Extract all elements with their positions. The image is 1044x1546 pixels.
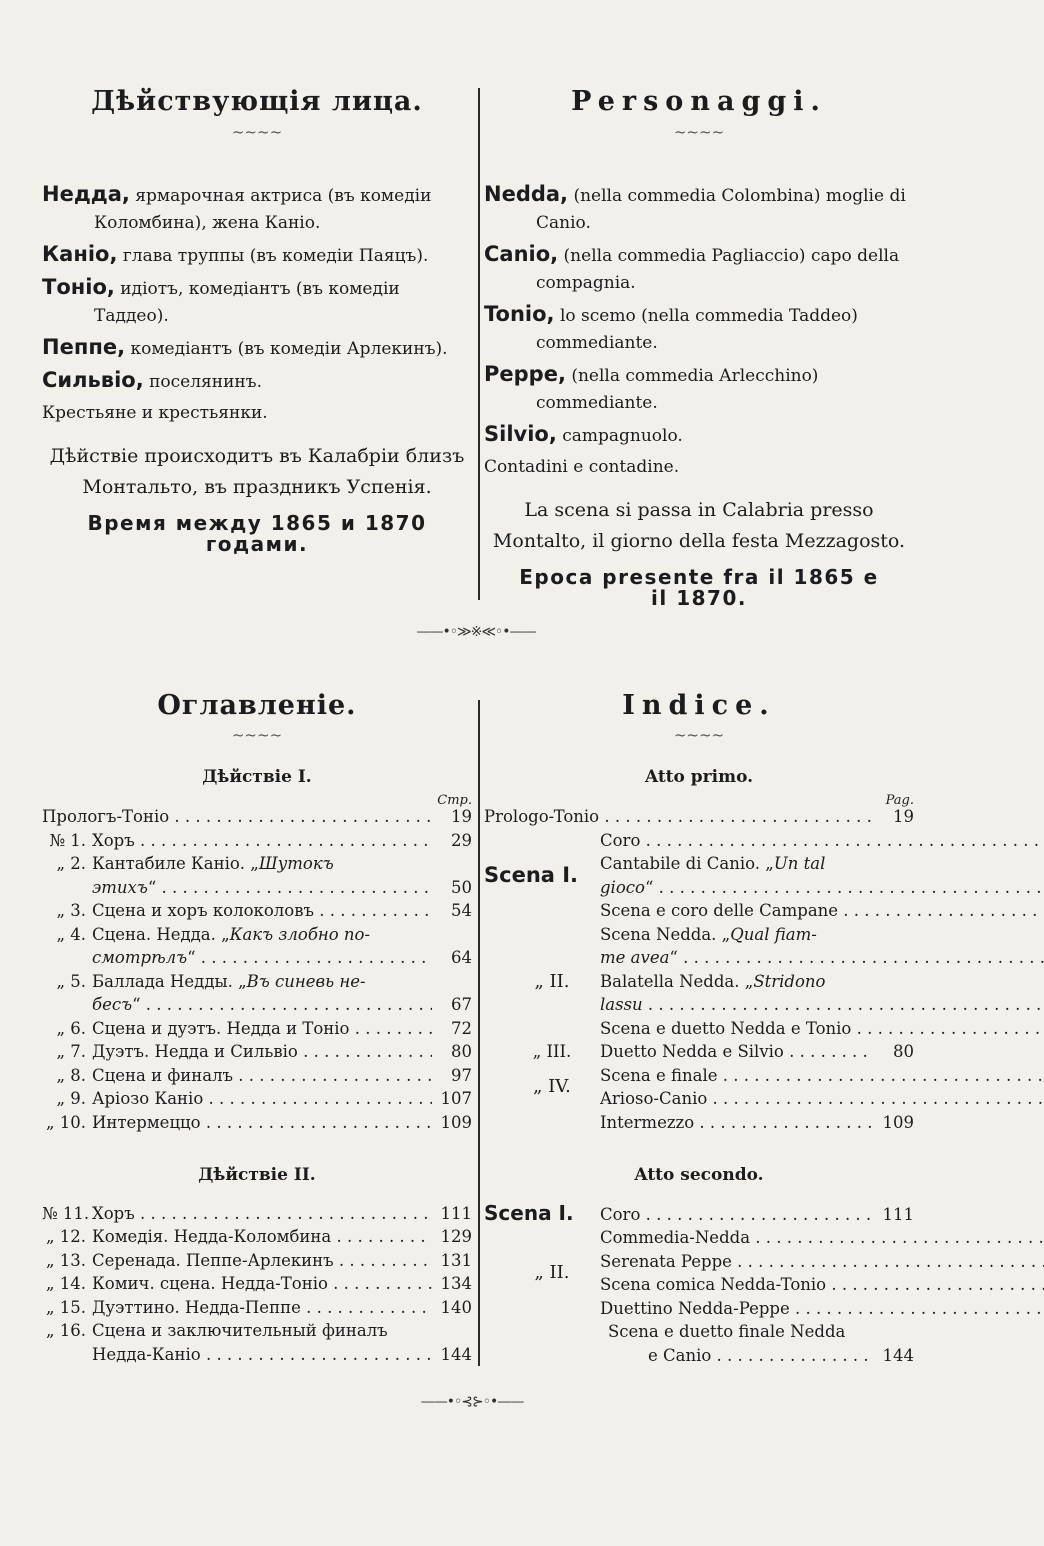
tilde-ornament: ~~~~ xyxy=(231,123,283,141)
setting-it: La scena si passa in Calabria presso Montalto, il giorno della festa Mezzagosto. xyxy=(492,499,906,552)
era-it: Epoca presente fra il 1865 e il 1870. xyxy=(519,565,879,610)
toc-row-balatella[interactable]: Balatella Nedda. „Stridono xyxy=(600,971,826,991)
toc-row-2-cont[interactable]: этихъ“ . . . 50 xyxy=(42,876,472,900)
characters-it xyxy=(484,86,914,609)
characters-heading-ru: Дѣйствующія лица. xyxy=(91,86,423,117)
ornament-divider: ——•◦≫※≪◦•—— xyxy=(416,624,536,640)
act1-title-it: Atto primo. xyxy=(644,766,754,787)
column-divider-bottom xyxy=(478,700,480,1366)
character-peppe: Пеппе, комедіантъ (въ комедіи Арлекинъ). xyxy=(42,335,448,359)
character-tonio: Тоніо, идіотъ, комедіантъ (въ комедіи Таддео). xyxy=(42,275,400,326)
a2-scena-2-label: „ II. xyxy=(534,1262,570,1284)
act1-title-ru: Дѣйствіе I. xyxy=(202,766,312,787)
toc-row-prologue[interactable]: Prologo-Tonio . . . 19 xyxy=(484,805,914,829)
toc-row-4-cont[interactable]: смотрѣлъ“ . . . 64 xyxy=(42,946,472,970)
toc-row-13[interactable]: „ 13. Серенада. Пеппе-Арлекинъ . . . 131 xyxy=(42,1249,472,1273)
toc-row-11[interactable]: № 11. Хоръ . . . 111 xyxy=(42,1202,472,1226)
toc-row-prologue[interactable]: Прологъ-Тоніо . . . 19 xyxy=(42,805,472,829)
toc-row-16[interactable]: „ 16. Сцена и заключительный финалъ xyxy=(45,1321,388,1340)
page-unit-it: Pag. xyxy=(885,793,914,808)
toc-row-arioso[interactable]: Arioso-Canio . . . xyxy=(600,1087,1044,1111)
character-tonio: Tonio, lo scemo (nella commedia Taddeo) commediante. xyxy=(484,302,858,353)
toc-row-a2-coro[interactable]: Scena I. Coro . . . 111 xyxy=(484,1202,914,1227)
toc-row-coro[interactable]: Coro . . . xyxy=(600,829,1044,853)
setting-ru: Дѣйствіе происходитъ въ Калабріи близъ Монтальто, въ праздникъ Успенія. xyxy=(49,445,465,498)
toc-row-6[interactable]: „ 6. Сцена и дуэтъ. Недда и Тоніо . . . 72 xyxy=(42,1017,472,1041)
a2-scena-2-group xyxy=(484,1226,914,1320)
toc-row-cantabile-cont[interactable]: gioco“ . . . xyxy=(600,876,1044,900)
toc-row-cantabile[interactable]: Cantabile di Canio. „Un tal xyxy=(600,854,826,873)
character-canio: Каніо, глава труппы (въ комедіи Паяцъ). xyxy=(42,242,429,266)
toc-row-15[interactable]: „ 15. Дуэттино. Недда-Пеппе . . . 140 xyxy=(42,1296,472,1320)
act2-title-ru: Дѣйствіе II. xyxy=(198,1165,316,1185)
character-silvio: Silvio, campagnuolo. xyxy=(484,422,683,446)
toc-row-7[interactable]: „ 7. Дуэтъ. Недда и Сильвіо . . . 80 xyxy=(42,1040,472,1064)
toc-row-5[interactable]: „ 5. Баллада Недды. „Въ синевь не- xyxy=(56,971,366,991)
toc-row-1[interactable]: № 1. Хоръ . . . 29 xyxy=(42,829,472,853)
scena-1-group xyxy=(484,829,914,923)
toc-row-serenata[interactable]: Serenata Peppe . . . xyxy=(600,1250,1044,1274)
extras-ru: Крестьяне и крестьянки. xyxy=(42,403,268,423)
toc-row-14[interactable]: „ 14. Комич. сцена. Недда-Тоніо . . . 134 xyxy=(42,1272,472,1296)
characters-list-it xyxy=(484,181,914,481)
toc-row-8[interactable]: „ 8. Сцена и финалъ . . . 97 xyxy=(42,1064,472,1088)
character-nedda: Nedda, (nella commedia Colombina) moglie di Canio. xyxy=(484,182,906,233)
extras-it: Contadini e contadine. xyxy=(484,457,680,477)
toc-heading-it: Indice. xyxy=(622,690,776,721)
toc-row-2[interactable]: „ 2. Кантабиле Каніо. „Шутокъ xyxy=(56,854,334,873)
character-canio: Canio, (nella commedia Pagliaccio) capo della compagnia. xyxy=(484,242,900,293)
toc-row-scena-nedda-cont[interactable]: me avea“ . . . xyxy=(600,946,1044,970)
toc-row-9[interactable]: „ 9. Аріозо Каніо . . . 107 xyxy=(42,1087,472,1111)
page-unit-ru: Стр. xyxy=(437,793,472,808)
character-peppe: Peppe, (nella commedia Arlecchino) commediante. xyxy=(484,362,819,413)
character-silvio: Сильвіо, поселянинъ. xyxy=(42,368,262,392)
scena-2-label: „ II. xyxy=(534,970,570,992)
toc-row-duettino[interactable]: Duettino Nedda-Peppe . . . xyxy=(600,1297,1044,1321)
era-ru: Время между 1865 и 1870 годами. xyxy=(87,511,427,556)
character-nedda: Недда, ярмарочная актриса (въ комедіи Коломбина), жена Каніо. xyxy=(42,182,432,233)
tilde-ornament: ~~~~ xyxy=(673,123,725,141)
scena-1-label: Scena I. xyxy=(484,862,579,887)
characters-heading-it: Personaggi. xyxy=(571,86,827,117)
scena-4-group xyxy=(484,1064,914,1111)
tilde-ornament: ~~~~ xyxy=(231,725,283,744)
characters-ru xyxy=(42,86,472,555)
toc-row-duetto-finale[interactable]: Scena e duetto finale Nedda xyxy=(608,1322,846,1341)
column-divider-top xyxy=(478,88,480,600)
toc-row-12[interactable]: „ 12. Комедія. Недда-Коломбина . . . 129 xyxy=(42,1225,472,1249)
scena-4-label: „ IV. xyxy=(533,1076,571,1098)
act2-title-it: Atto secondo. xyxy=(634,1165,764,1185)
toc-row-scena-comica[interactable]: Scena comica Nedda-Tonio . . . xyxy=(600,1273,1044,1297)
toc-row-duetto-tonio[interactable]: Scena e duetto Nedda e Tonio . . . xyxy=(600,1017,1044,1041)
toc-row-campane[interactable]: Scena e coro delle Campane . . . xyxy=(600,899,1044,923)
toc-row-intermezzo[interactable]: Intermezzo . . . 109 xyxy=(484,1111,914,1135)
toc-ru xyxy=(42,690,472,1366)
tilde-ornament: ~~~~ xyxy=(673,725,725,744)
toc-row-balatella-cont[interactable]: lassu . . . xyxy=(600,993,1044,1017)
toc-row-commedia[interactable]: Commedia-Nedda . . . xyxy=(600,1226,1044,1250)
scena-2-group xyxy=(484,923,914,1041)
ornament-divider-bottom: ——•◦⊰⊱◦•—— xyxy=(420,1394,524,1410)
characters-list-ru xyxy=(42,181,472,427)
toc-row-scena-nedda[interactable]: Scena Nedda. „Qual fiam- xyxy=(600,924,817,944)
toc-row-10[interactable]: „ 10. Интермеццо . . . 109 xyxy=(42,1111,472,1135)
toc-row-scena-3[interactable]: „ III. Duetto Nedda e Silvio . . . 80 xyxy=(484,1040,914,1064)
toc-heading-ru: Оглавленіе. xyxy=(157,690,357,721)
toc-row-4[interactable]: „ 4. Сцена. Недда. „Какъ злобно по- xyxy=(56,924,371,944)
toc-row-finale[interactable]: Scena e finale . . . xyxy=(600,1064,1044,1088)
toc-row-16-cont[interactable]: Недда-Каніо . . . 144 xyxy=(42,1343,472,1367)
toc-row-duetto-finale-cont[interactable]: e Canio . . . 144 xyxy=(484,1344,914,1368)
toc-row-3[interactable]: „ 3. Сцена и хоръ колоколовъ . . . 54 xyxy=(42,899,472,923)
toc-it xyxy=(484,690,914,1367)
toc-row-5-cont[interactable]: бесъ“ . . . 67 xyxy=(42,993,472,1017)
